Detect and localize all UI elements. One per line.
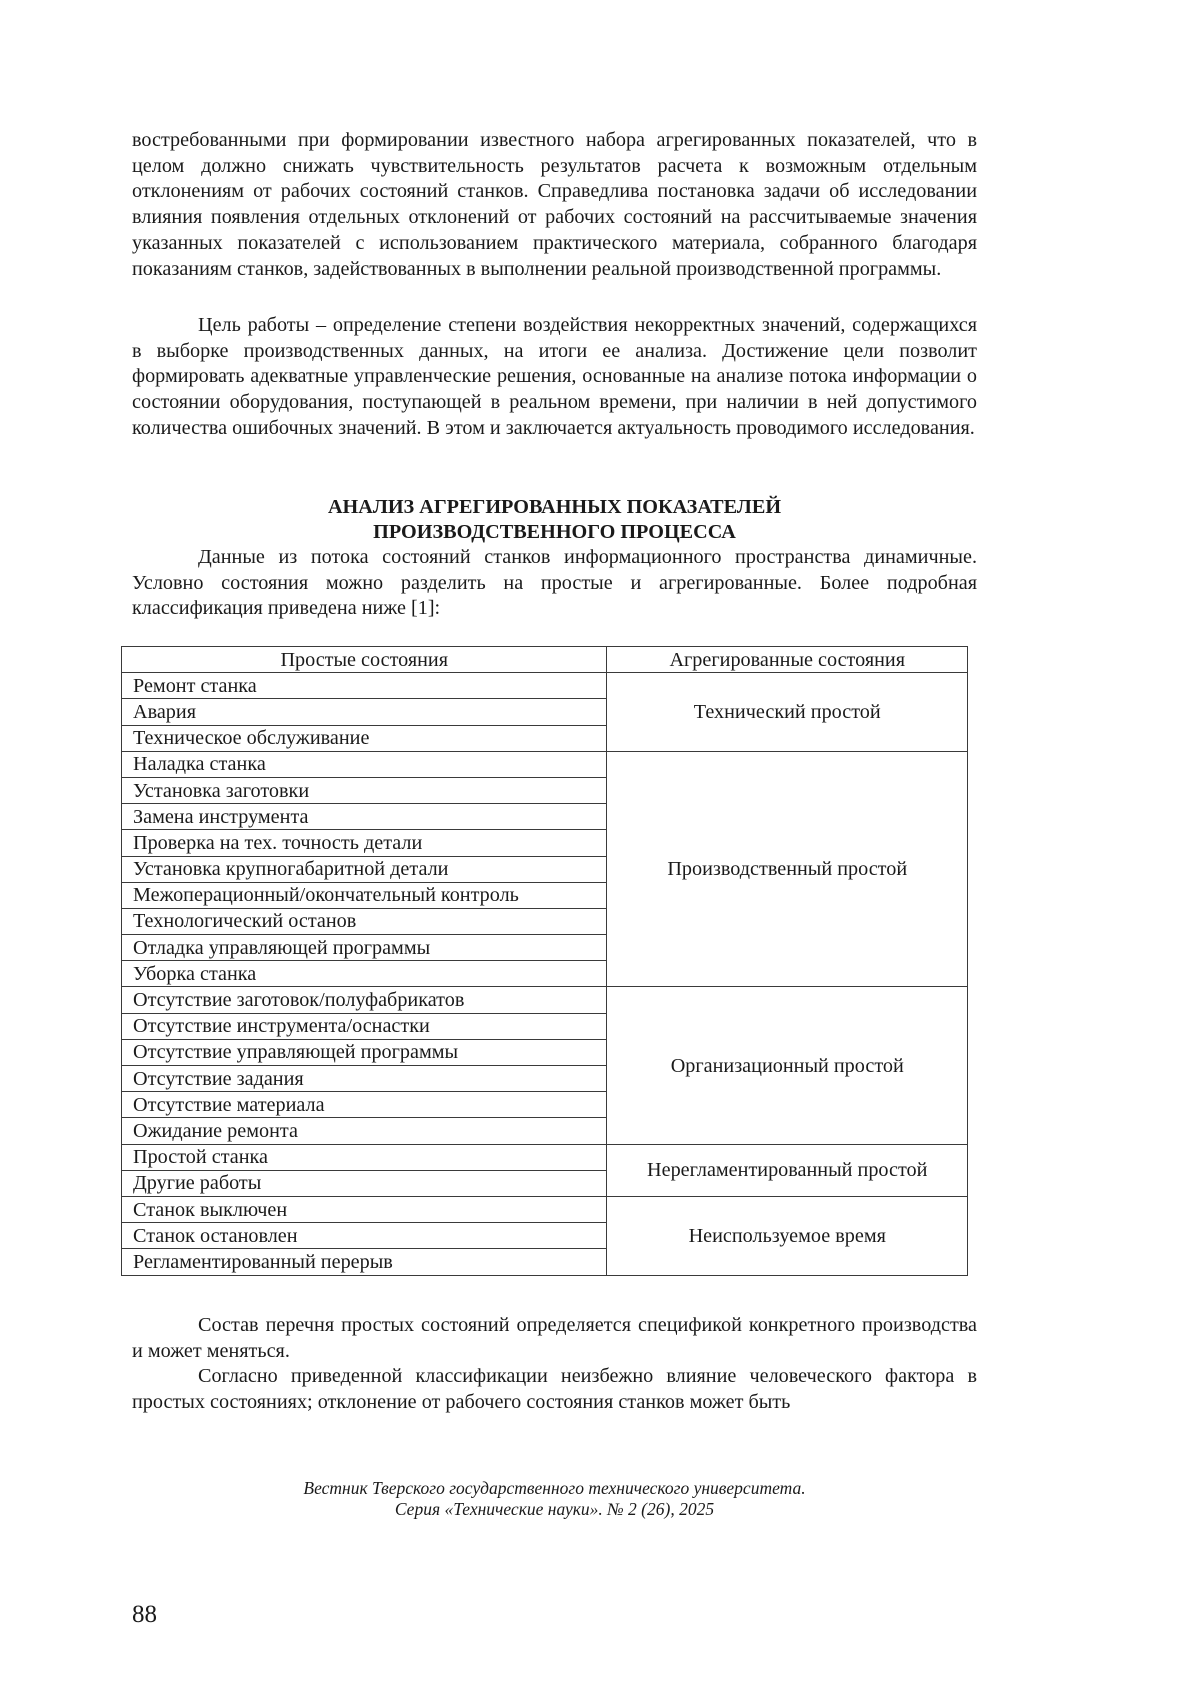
simple-state-cell: Межоперационный/окончательный контроль — [122, 882, 607, 908]
simple-state-cell: Отсутствие заготовок/полуфабрикатов — [122, 987, 607, 1013]
paragraph-composition-text: Состав перечня простых состояний определяется спецификой конкретного производства и может меняться. — [132, 1314, 977, 1362]
paragraph-intro: востребованными при формировании известного набора агрегированных показателей, что в целом должно снижать чувствительность результатов расчета к возможным отдельным отклонениям от рабочих состояний станков. Справедлива постановка задачи об исследовании влияния появления отдельных отклонений от рабочих состояний на рассчитываемые значения указанных показателей с использованием практического материала, собранного благодаря показаниям станков, задействованных в выполнении реальной производственной программы. — [132, 129, 977, 280]
table-row — [122, 987, 968, 1013]
simple-state-cell: Отсутствие инструмента/оснастки — [122, 1013, 607, 1039]
journal-series-line: Серия «Технические науки». № 2 (26), 2025 — [394, 1499, 715, 1519]
section-heading-line-1: АНАЛИЗ АГРЕГИРОВАННЫХ ПОКАЗАТЕЛЕЙ — [327, 496, 782, 518]
simple-state-cell: Уборка станка — [122, 961, 607, 987]
simple-state-cell: Станок выключен — [122, 1196, 607, 1222]
aggregated-state-cell: Нерегламентированный простой — [607, 1144, 968, 1196]
aggregated-state-cell: Производственный простой — [607, 751, 968, 987]
simple-state-cell: Установка заготовки — [122, 777, 607, 803]
table-header-row — [122, 647, 968, 673]
paragraph-goal — [132, 313, 977, 442]
paragraph-data-intro — [132, 545, 977, 622]
header-aggregated-states: Агрегированные состояния — [607, 647, 968, 673]
simple-state-cell: Простой станка — [122, 1144, 607, 1170]
section-heading — [132, 495, 977, 545]
table-row — [122, 673, 968, 699]
simple-state-cell: Установка крупногабаритной детали — [122, 856, 607, 882]
simple-state-cell: Станок остановлен — [122, 1223, 607, 1249]
simple-state-cell: Техническое обслуживание — [122, 725, 607, 751]
simple-state-cell: Отладка управляющей программы — [122, 935, 607, 961]
table-row — [122, 1144, 968, 1170]
paragraph-human-factor-text: Согласно приведенной классификации неизбежно влияние человеческого фактора в простых состояниях; отклонение от рабочего состояния станков может быть — [132, 1365, 977, 1413]
simple-state-cell: Проверка на тех. точность детали — [122, 830, 607, 856]
journal-footer — [132, 1478, 977, 1520]
simple-state-cell: Отсутствие управляющей программы — [122, 1039, 607, 1065]
simple-state-cell: Регламентированный перерыв — [122, 1249, 607, 1275]
simple-state-cell: Ремонт станка — [122, 673, 607, 699]
table-row — [122, 751, 968, 777]
simple-state-cell: Отсутствие задания — [122, 1066, 607, 1092]
paragraph-human-factor — [132, 1364, 977, 1415]
simple-state-cell: Ожидание ремонта — [122, 1118, 607, 1144]
page-number: 88 — [132, 1601, 157, 1628]
simple-state-cell: Отсутствие материала — [122, 1092, 607, 1118]
aggregated-state-cell: Неиспользуемое время — [607, 1196, 968, 1275]
journal-title-line: Вестник Тверского государственного технического университета. — [303, 1478, 806, 1498]
states-classification-table — [121, 646, 968, 1276]
simple-state-cell: Наладка станка — [122, 751, 607, 777]
simple-state-cell: Авария — [122, 699, 607, 725]
aggregated-state-cell: Организационный простой — [607, 987, 968, 1144]
header-simple-states: Простые состояния — [122, 647, 607, 673]
paragraph-goal-text: Цель работы – определение степени воздействия некорректных значений, содержащихся в выборке производственных данных, на итоги ее анализа. Достижение цели позволит формировать адекватные управленческие решения, основанные на анализе потока информации о состоянии оборудования, поступающей в реальном времени, при наличии в ней допустимого количества ошибочных значений. В этом и заключается актуальность проводимого исследования. — [132, 314, 977, 439]
table-row — [122, 1196, 968, 1222]
simple-state-cell: Другие работы — [122, 1170, 607, 1196]
simple-state-cell: Технологический останов — [122, 908, 607, 934]
simple-state-cell: Замена инструмента — [122, 804, 607, 830]
paragraph-data-intro-text: Данные из потока состояний станков информационного пространства динамичные. Условно состояния можно разделить на простые и агрегированные. Более подробная классификация приведена ниже [1]: — [132, 546, 977, 620]
section-heading-line-2: ПРОИЗВОДСТВЕННОГО ПРОЦЕССА — [373, 521, 736, 543]
paragraph-composition — [132, 1313, 977, 1364]
aggregated-state-cell: Технический простой — [607, 673, 968, 752]
